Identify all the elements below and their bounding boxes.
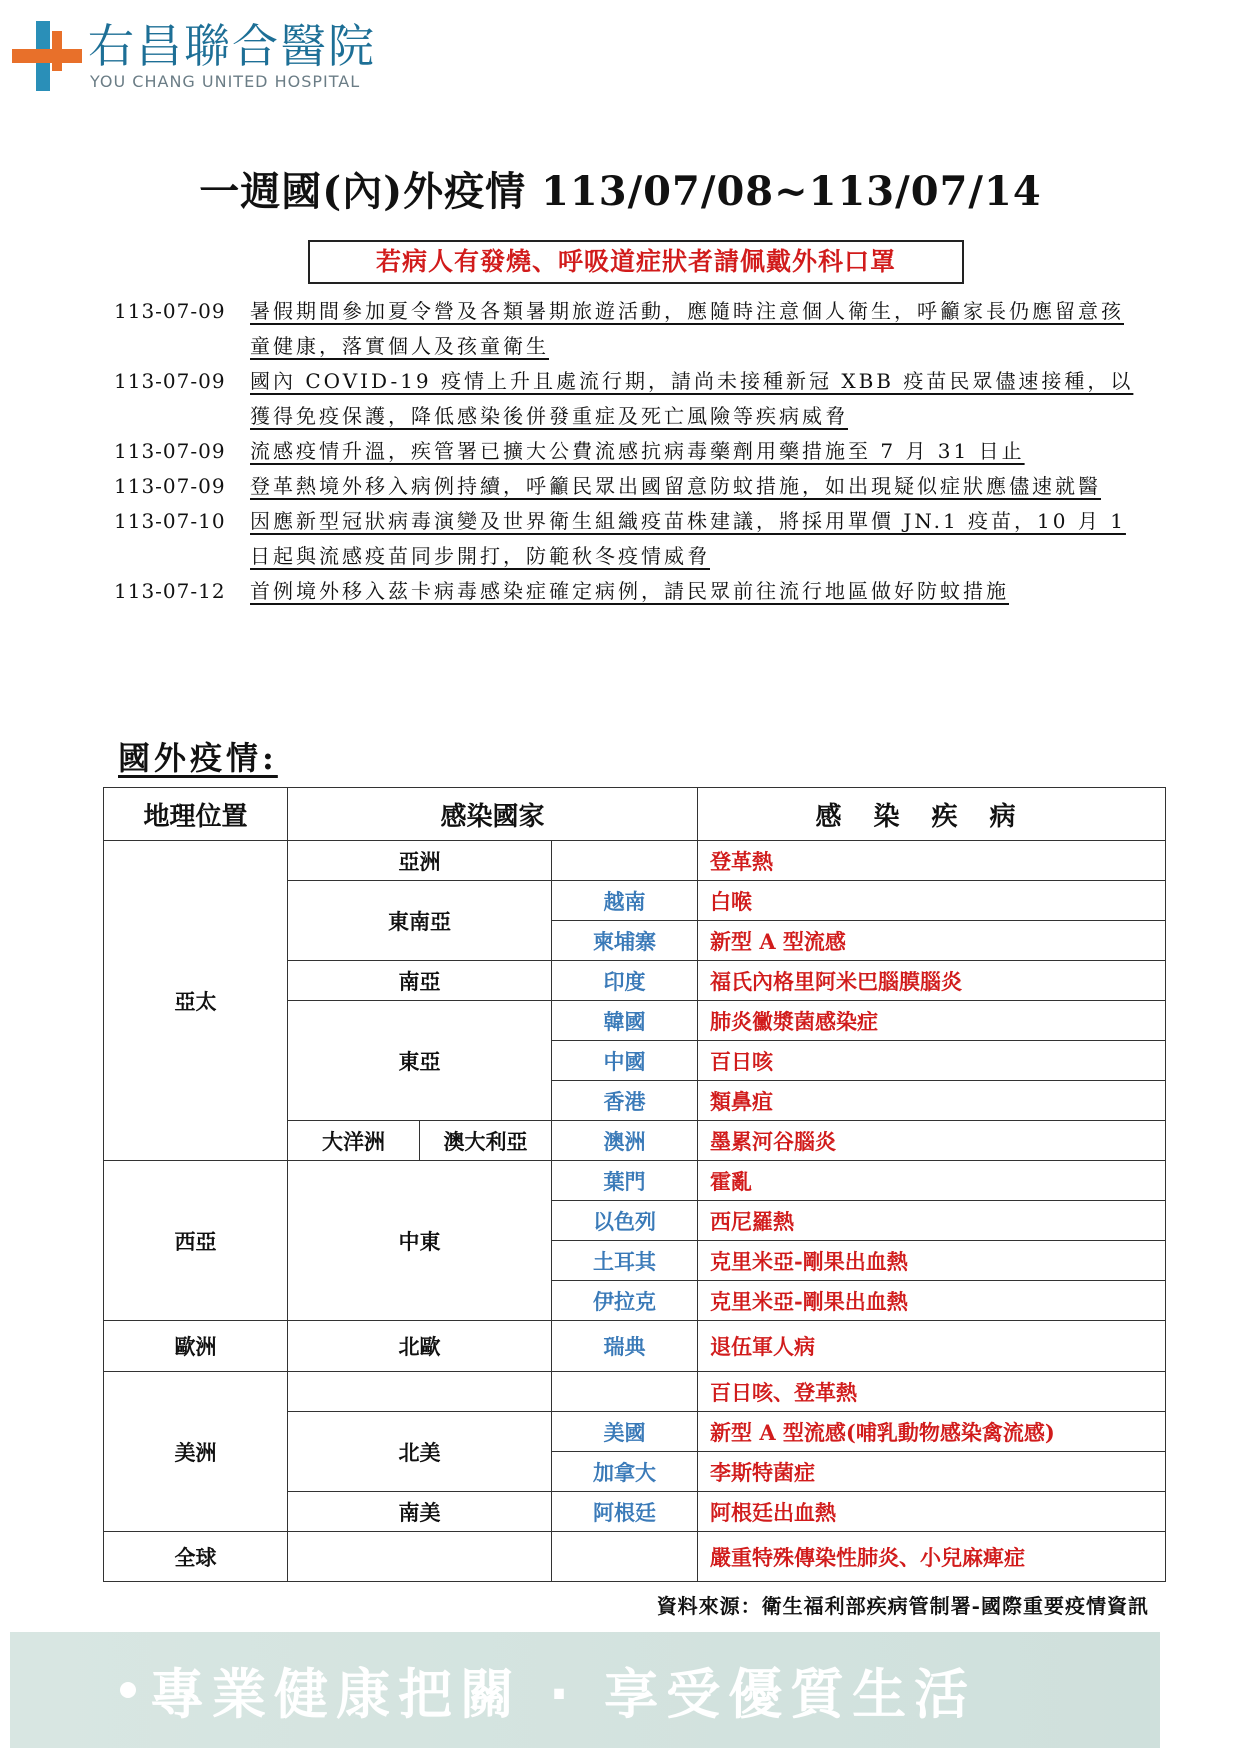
list-item: [114, 434, 1154, 469]
hospital-name-cn: 右昌聯合醫院: [88, 19, 376, 73]
country-cell: 瑞典: [552, 1321, 698, 1372]
medical-cross-icon: [12, 21, 82, 91]
disease-cell: 新型 A 型流感: [698, 921, 1166, 961]
country-cell: [552, 1532, 698, 1582]
disease-cell: 嚴重特殊傳染性肺炎、小兒麻痺症: [698, 1532, 1166, 1582]
area-cell: [288, 1372, 552, 1412]
disease-cell: 克里米亞-剛果出血熱: [698, 1281, 1166, 1321]
area-cell: 澳大利亞: [420, 1121, 552, 1161]
header-region: 地理位置: [104, 788, 288, 841]
country-cell: 越南: [552, 881, 698, 921]
list-item: [114, 504, 1154, 574]
area-cell: [288, 1532, 552, 1582]
disease-cell: 白喉: [698, 881, 1166, 921]
disease-cell: 肺炎黴漿菌感染症: [698, 1001, 1166, 1041]
table-row: [104, 1372, 1166, 1412]
news-date: 113-07-09: [114, 439, 226, 463]
area-cell: 中東: [288, 1161, 552, 1321]
list-item: [114, 294, 1154, 364]
disease-cell: 西尼羅熱: [698, 1201, 1166, 1241]
disease-cell: 墨累河谷腦炎: [698, 1121, 1166, 1161]
country-cell: 韓國: [552, 1001, 698, 1041]
header-disease: 感染疾病: [698, 788, 1166, 841]
disease-cell: 百日咳: [698, 1041, 1166, 1081]
area-cell: 大洋洲: [288, 1121, 420, 1161]
bullet-dot-icon: [120, 1682, 136, 1698]
news-date: 113-07-09: [114, 369, 226, 393]
country-cell: 加拿大: [552, 1452, 698, 1492]
list-item: [114, 364, 1154, 434]
area-cell: 東亞: [288, 1001, 552, 1121]
disease-cell: 阿根廷出血熱: [698, 1492, 1166, 1532]
disease-cell: 新型 A 型流感(哺乳動物感染禽流感): [698, 1412, 1166, 1452]
disease-cell: 李斯特菌症: [698, 1452, 1166, 1492]
table-row: [104, 1321, 1166, 1372]
disease-cell: 克里米亞-剛果出血熱: [698, 1241, 1166, 1281]
country-cell: 柬埔寨: [552, 921, 698, 961]
mask-warning: 若病人有發燒、呼吸道症狀者請佩戴外科口罩: [308, 240, 964, 284]
country-cell: [552, 1372, 698, 1412]
country-cell: 香港: [552, 1081, 698, 1121]
area-cell: 東南亞: [288, 881, 552, 961]
area-cell: 南亞: [288, 961, 552, 1001]
table-header-row: [104, 788, 1166, 841]
country-cell: 澳洲: [552, 1121, 698, 1161]
section-title: 國外疫情:: [118, 739, 278, 777]
area-cell: 亞洲: [288, 841, 552, 881]
news-date: 113-07-09: [114, 474, 226, 498]
disease-cell: 類鼻疽: [698, 1081, 1166, 1121]
news-date: 113-07-09: [114, 299, 226, 323]
news-text: 首例境外移入茲卡病毒感染症確定病例，請民眾前往流行地區做好防蚊措施: [250, 579, 1009, 603]
table-row: [104, 1532, 1166, 1582]
region-cell: 亞太: [104, 841, 288, 1161]
hospital-logo: [12, 20, 376, 91]
news-text: 暑假期間參加夏令營及各類暑期旅遊活動，應隨時注意個人衛生，呼籲家長仍應留意孩童健康，落實個人及孩童衛生: [250, 299, 1124, 358]
header-country: 感染國家: [288, 788, 698, 841]
disease-cell: 退伍軍人病: [698, 1321, 1166, 1372]
list-item: [114, 574, 1154, 609]
country-cell: 中國: [552, 1041, 698, 1081]
country-cell: 葉門: [552, 1161, 698, 1201]
news-date: 113-07-10: [114, 509, 226, 533]
domestic-news-list: [114, 294, 1154, 609]
country-cell: 美國: [552, 1412, 698, 1452]
news-text: 國內 COVID-19 疫情上升且處流行期，請尚未接種新冠 XBB 疫苗民眾儘速接種，以獲得免疫保護，降低感染後併發重症及死亡風險等疾病威脅: [250, 369, 1134, 428]
region-cell: 全球: [104, 1532, 288, 1582]
page-title: 一週國(內)外疫情 113/07/08~113/07/14: [199, 168, 1042, 215]
banner-slogan: 專業健康把關 · 享受優質生活: [150, 1663, 977, 1726]
news-date: 113-07-12: [114, 579, 226, 603]
area-cell: 北歐: [288, 1321, 552, 1372]
country-cell: 印度: [552, 961, 698, 1001]
area-cell: 北美: [288, 1412, 552, 1492]
table-row: [104, 841, 1166, 881]
country-cell: 伊拉克: [552, 1281, 698, 1321]
news-text: 流感疫情升溫，疾管署已擴大公費流感抗病毒藥劑用藥措施至 7 月 31 日止: [250, 439, 1025, 463]
disease-cell: 百日咳、登革熱: [698, 1372, 1166, 1412]
table-row: [104, 1161, 1166, 1201]
news-text: 因應新型冠狀病毒演變及世界衛生組織疫苗株建議，將採用單價 JN.1 疫苗，10 月 1 日起與流感疫苗同步開打，防範秋冬疫情威脅: [250, 509, 1126, 568]
list-item: [114, 469, 1154, 504]
country-cell: 以色列: [552, 1201, 698, 1241]
country-cell: 土耳其: [552, 1241, 698, 1281]
area-cell: 南美: [288, 1492, 552, 1532]
footer-banner: [10, 1632, 1160, 1748]
region-cell: 歐洲: [104, 1321, 288, 1372]
news-text: 登革熱境外移入病例持續，呼籲民眾出國留意防蚊措施，如出現疑似症狀應儘速就醫: [250, 474, 1101, 498]
data-source: 資料來源：衛生福利部疾病管制署-國際重要疫情資訊: [656, 1594, 1149, 1618]
disease-cell: 霍亂: [698, 1161, 1166, 1201]
country-cell: [552, 841, 698, 881]
country-cell: 阿根廷: [552, 1492, 698, 1532]
foreign-epidemic-table: [103, 787, 1166, 1582]
region-cell: 美洲: [104, 1372, 288, 1532]
disease-cell: 福氏內格里阿米巴腦膜腦炎: [698, 961, 1166, 1001]
region-cell: 西亞: [104, 1161, 288, 1321]
hospital-name-en: YOU CHANG UNITED HOSPITAL: [90, 72, 361, 91]
disease-cell: 登革熱: [698, 841, 1166, 881]
